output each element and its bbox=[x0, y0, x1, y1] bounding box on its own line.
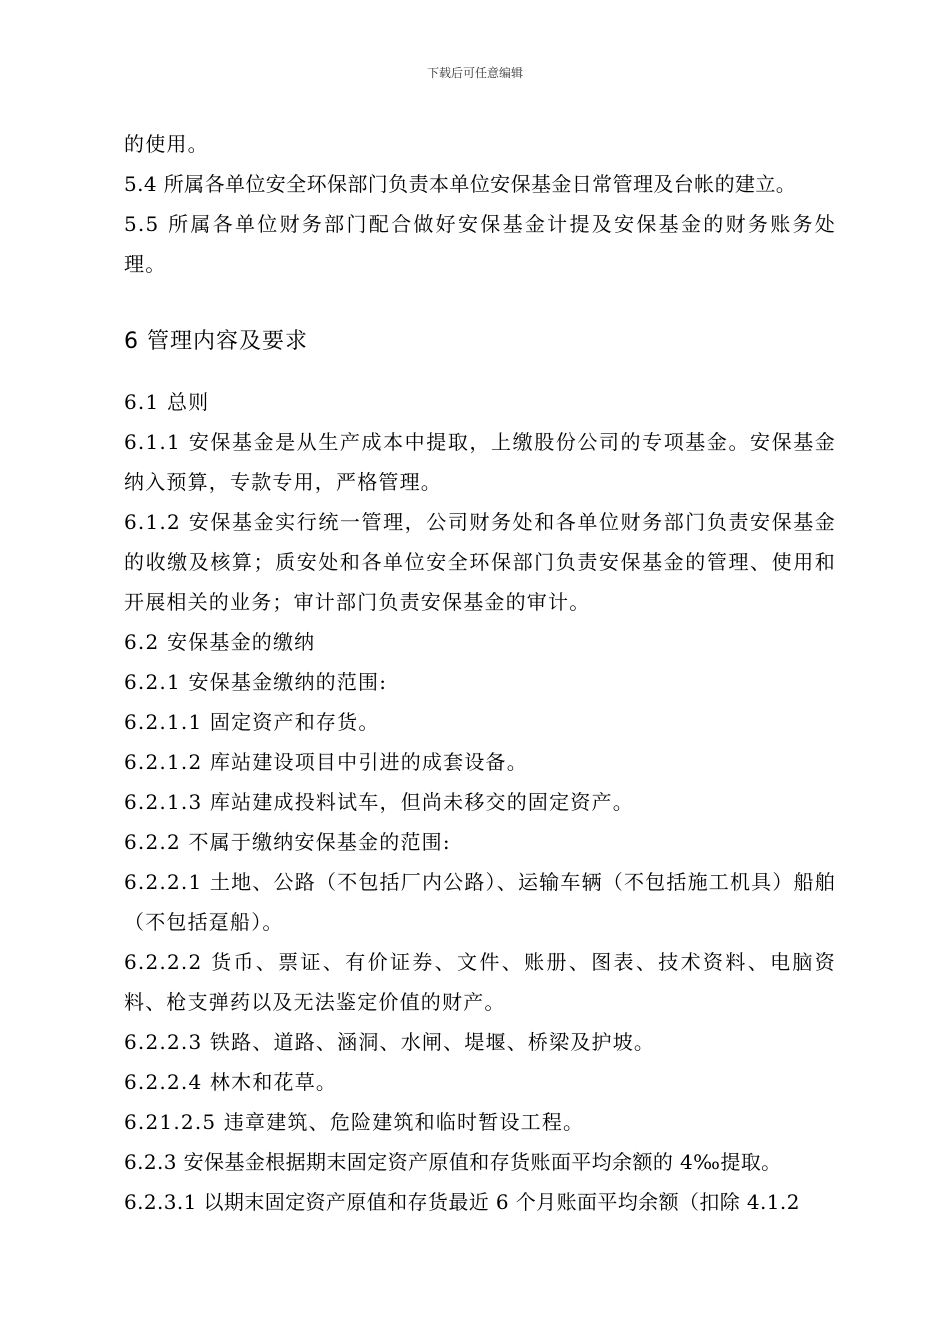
item-6-1-2: 6.1.2 安保基金实行统一管理，公司财务处和各单位财务部门负责安保基金的收缴及核算；质安处和各单位安全环保部门负责安保基金的管理、使用和开展相关的业务；审计部门负责安保基金的审计。 bbox=[124, 510, 836, 615]
item-6-2-3: 6.2.3 安保基金根据期末固定资产原值和存货账面平均余额的 4‰提取。 bbox=[124, 1150, 782, 1175]
item-6-2-2-3: 6.2.2.3 铁路、道路、涵洞、水闸、堤堰、桥梁及护坡。 bbox=[124, 1030, 656, 1055]
paragraph-5-4: 5.4 所属各单位安全环保部门负责本单位安保基金日常管理及台帐的建立。 bbox=[124, 172, 797, 196]
paragraph-continuation: 的使用。 bbox=[124, 132, 209, 156]
item-6-2-2-2: 6.2.2.2 货币、票证、有价证券、文件、账册、图表、技术资料、电脑资料、枪支弹药以及无法鉴定价值的财产。 bbox=[124, 950, 836, 1015]
section-6-heading: 6 管理内容及要求 bbox=[124, 329, 308, 354]
item-6-2-2-4: 6.2.2.4 林木和花草。 bbox=[124, 1070, 338, 1095]
item-6-1: 6.1 总则 bbox=[124, 390, 210, 415]
item-6-2-1: 6.2.1 安保基金缴纳的范围: bbox=[124, 670, 388, 695]
item-6-2-1-3: 6.2.1.3 库站建成投料试车，但尚未移交的固定资产。 bbox=[124, 790, 634, 815]
item-6-2-2: 6.2.2 不属于缴纳安保基金的范围: bbox=[124, 830, 451, 855]
item-6-2-1-2: 6.2.1.2 库站建设项目中引进的成套设备。 bbox=[124, 750, 528, 775]
item-6-2-3-1: 6.2.3.1 以期末固定资产原值和存货最近 6 个月账面平均余额（扣除 4.1.2 bbox=[124, 1190, 800, 1215]
item-6-2-2-1: 6.2.2.1 土地、公路（不包括厂内公路）、运输车辆（不包括施工机具）船舶（不包括趸船）。 bbox=[124, 870, 836, 935]
item-6-2-1-1: 6.2.1.1 固定资产和存货。 bbox=[124, 710, 380, 735]
item-6-1-1: 6.1.1 安保基金是从生产成本中提取，上缴股份公司的专项基金。安保基金纳入预算，专款专用，严格管理。 bbox=[124, 430, 836, 495]
page-header-note: 下载后可任意编辑 bbox=[426, 66, 523, 80]
document-body bbox=[124, 124, 836, 1222]
item-6-21-2-5: 6.21.2.5 违章建筑、危险建筑和临时暂设工程。 bbox=[124, 1110, 585, 1135]
paragraph-5-5: 5.5 所属各单位财务部门配合做好安保基金计提及安保基金的财务账务处理。 bbox=[124, 212, 836, 276]
item-6-2: 6.2 安保基金的缴纳 bbox=[124, 630, 316, 655]
